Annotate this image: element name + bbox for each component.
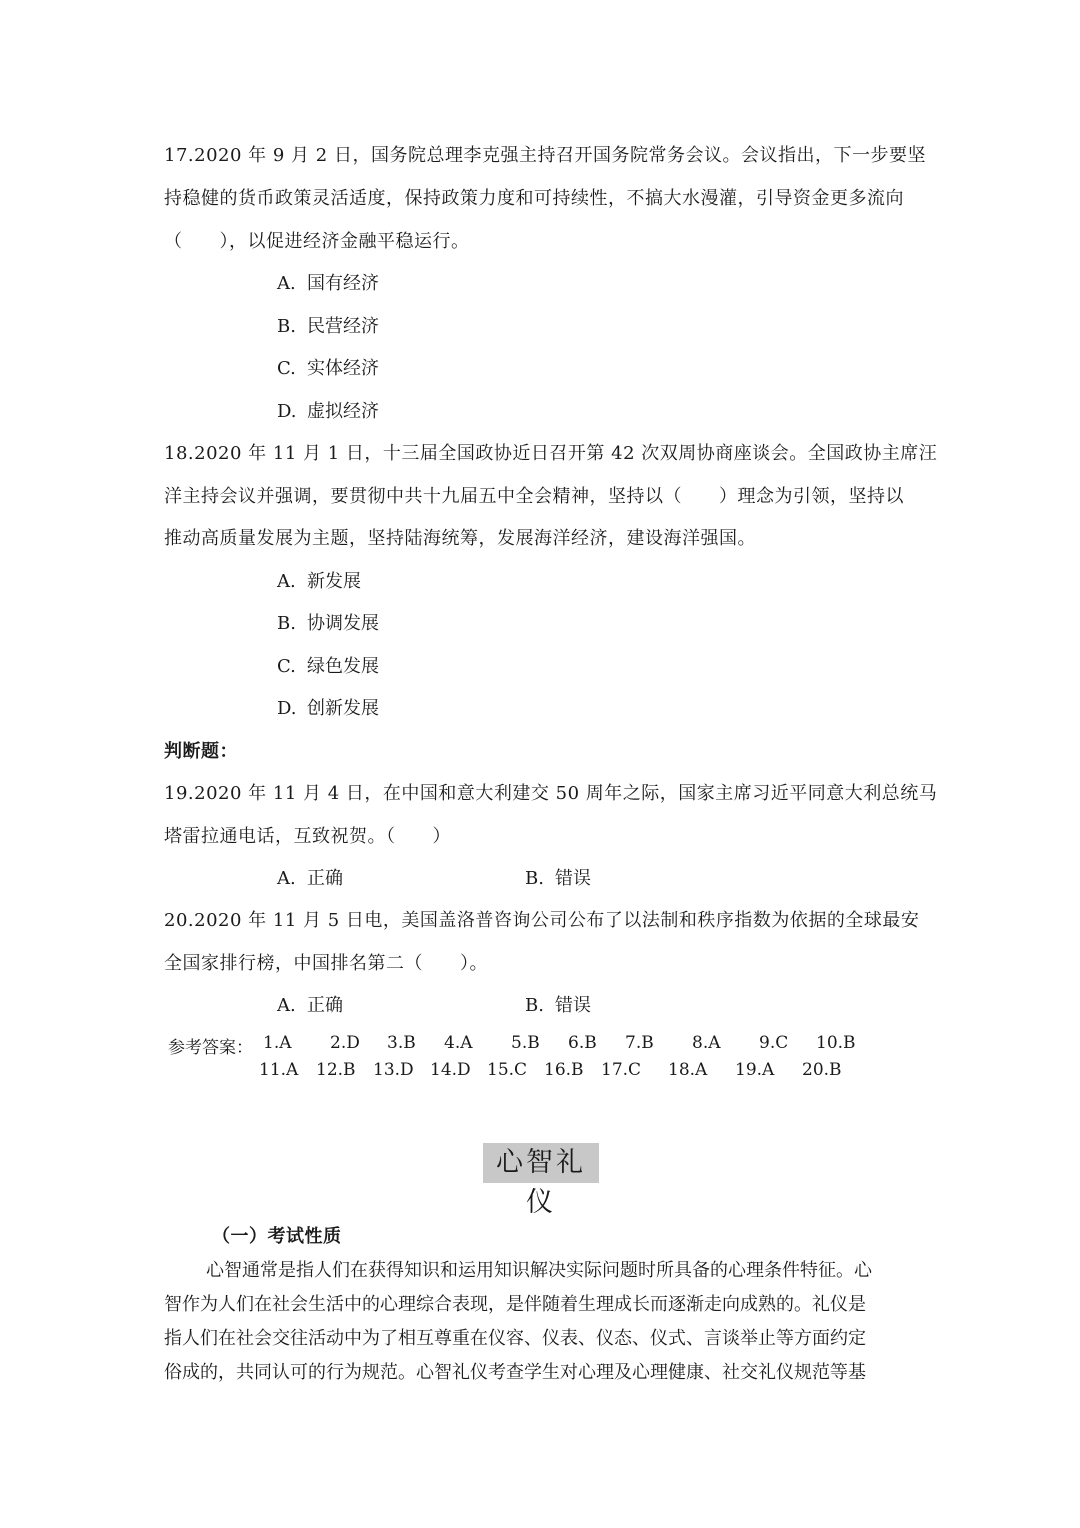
answer-item: 13.D xyxy=(373,1060,414,1080)
answer-key-label: 参考答案： xyxy=(168,1038,253,1058)
q17-line-3: （ ），以促进经济金融平稳运行。 xyxy=(164,231,470,252)
answer-item: 1.A xyxy=(263,1033,292,1053)
answer-item: 2.D xyxy=(330,1033,360,1053)
answer-item: 16.B xyxy=(544,1060,584,1080)
answer-item: 8.A xyxy=(692,1033,721,1053)
answer-item: 11.A xyxy=(259,1060,299,1080)
q19-line-1: 19.2020 年 11 月 4 日，在中国和意大利建交 50 周年之际，国家主席习近平同意大利总统马 xyxy=(164,783,938,804)
paragraph-line-3: 指人们在社会交往活动中为了相互尊重在仪容、仪表、仪态、仪式、言谈举止等方面约定 xyxy=(164,1328,866,1349)
answer-item: 14.D xyxy=(430,1060,471,1080)
q17-option-a: A. 国有经济 xyxy=(277,273,379,294)
answer-item: 6.B xyxy=(568,1033,597,1053)
q17-line-1: 17.2020 年 9 月 2 日，国务院总理李克强主持召开国务院常务会议。会议指出，下一步要坚 xyxy=(164,145,926,166)
answer-item: 18.A xyxy=(668,1060,708,1080)
q18-line-3: 推动高质量发展为主题，坚持陆海统筹，发展海洋经济，建设海洋强国。 xyxy=(164,528,756,549)
q18-option-a: A. 新发展 xyxy=(277,571,361,592)
q17-option-b: B. 民营经济 xyxy=(277,316,379,337)
answer-item: 3.B xyxy=(387,1033,416,1053)
q17-line-2: 持稳健的货币政策灵活适度，保持政策力度和可持续性，不搞大水漫灌，引导资金更多流向 xyxy=(164,188,904,209)
q18-option-d: D. 创新发展 xyxy=(277,698,379,719)
q18-line-2: 洋主持会议并强调，要贯彻中共十九届五中全会精神，坚持以（ ）理念为引领，坚持以 xyxy=(164,486,904,507)
answer-item: 10.B xyxy=(816,1033,856,1053)
q20-option-b: B. 错误 xyxy=(525,995,591,1016)
answer-item: 19.A xyxy=(735,1060,775,1080)
q18-option-c: C. 绿色发展 xyxy=(277,656,379,677)
answer-item: 9.C xyxy=(759,1033,789,1053)
answer-item: 4.A xyxy=(444,1033,473,1053)
answer-item: 5.B xyxy=(511,1033,540,1053)
paragraph-line-2: 智作为人们在社会生活中的心理综合表现，是伴随着生理成长而逐渐走向成熟的。礼仪是 xyxy=(164,1294,866,1315)
q20-line-2: 全国家排行榜，中国排名第二（ ）。 xyxy=(164,953,488,974)
q18-line-1: 18.2020 年 11 月 1 日，十三届全国政协近日召开第 42 次双周协商座谈会。全国政协主席汪 xyxy=(164,443,938,464)
q17-option-d: D. 虚拟经济 xyxy=(277,401,379,422)
paragraph-line-4: 俗成的，共同认可的行为规范。心智礼仪考查学生对心理及心理健康、社交礼仪规范等基 xyxy=(164,1362,866,1383)
q18-option-b: B. 协调发展 xyxy=(277,613,379,634)
paragraph-line-1: 心智通常是指人们在获得知识和运用知识解决实际问题时所具备的心理条件特征。心 xyxy=(206,1260,872,1281)
q19-option-a: A. 正确 xyxy=(277,868,343,889)
answer-item: 7.B xyxy=(625,1033,654,1053)
judgment-heading: 判断题： xyxy=(164,741,238,762)
answer-item: 12.B xyxy=(316,1060,356,1080)
q17-option-c: C. 实体经济 xyxy=(277,358,379,379)
answer-item: 17.C xyxy=(601,1060,642,1080)
q20-line-1: 20.2020 年 11 月 5 日电，美国盖洛普咨询公司公布了以法制和秩序指数为依据的全球最安 xyxy=(164,910,920,931)
answer-item: 20.B xyxy=(802,1060,842,1080)
q20-option-a: A. 正确 xyxy=(277,995,343,1016)
section-title: 心智礼仪 xyxy=(483,1143,599,1183)
answer-item: 15.C xyxy=(487,1060,528,1080)
q19-line-2: 塔雷拉通电话，互致祝贺。（ ） xyxy=(164,826,451,847)
section-subheading: （一）考试性质 xyxy=(212,1226,342,1247)
q19-option-b: B. 错误 xyxy=(525,868,591,889)
